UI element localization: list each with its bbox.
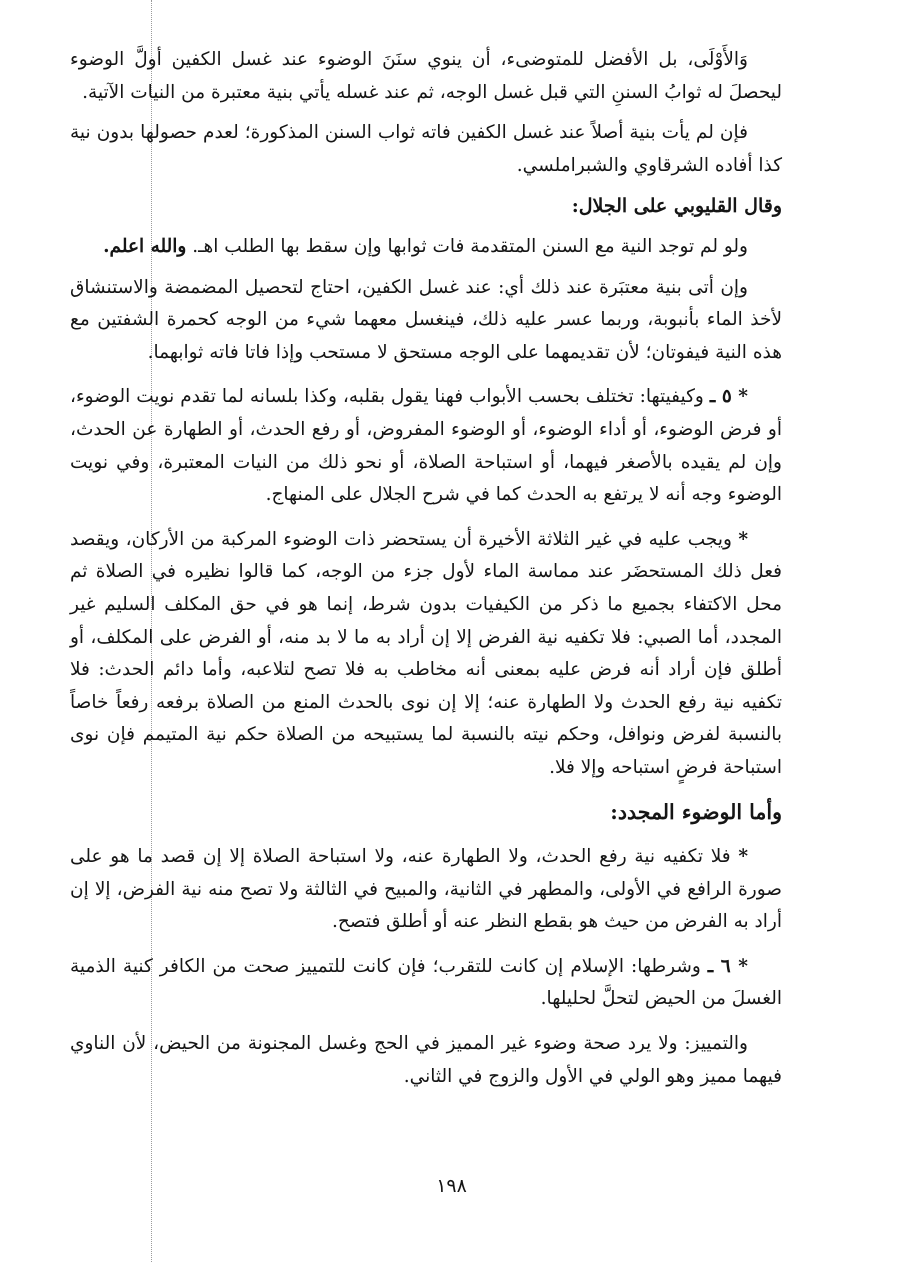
- allahu-alam: والله اعلم.: [103, 235, 187, 257]
- paragraph-6: [70, 524, 782, 785]
- paragraph-7-text: فلا تكفيه نية رفع الحدث، ولا الطهارة عنه، ولا استباحة الصلاة إلا إن قصد ما هو على صورة الرافع في الأولى، والمطهر في الثانية، والمبيح في الثالثة ولا تصح منه نية الفرض، إلا إن أراد به الفرض من حيث هو بقطع النظر عنه أو أطلق فتصح.: [70, 846, 782, 933]
- paragraph-7: [70, 841, 782, 939]
- paragraph-3: [70, 231, 782, 264]
- item-marker-star-2: *: [738, 846, 748, 868]
- page-body: [70, 44, 782, 1093]
- heading-qalyubi: وقال القليوبي على الجلال:: [571, 195, 782, 218]
- paragraph-3-text: ولو لم توجد النية مع السنن المتقدمة فات ثوابها وإن سقط بها الطلب اهـ.: [192, 235, 748, 257]
- paragraph-8: [70, 951, 782, 1016]
- paragraph-5: [70, 381, 782, 511]
- paragraph-8-text: وشرطها: الإسلام إن كانت للتقرب؛ فإن كانت للتمييز صحت من الكافر كنية الذمية الغسلَ من الحيض لتحلَّ لحليلها.: [70, 955, 782, 1010]
- page-number: ١٩٨: [436, 1175, 467, 1197]
- item-marker-5: * ٥ ـ: [709, 386, 748, 408]
- paragraph-1: وَالأَوْلَى، بل الأفضل للمتوضىء، أن ينوي سنَنَ الوضوء عند غسل الكفين أولَّ الوضوء ليحصلَ له ثوابُ السننِ التي قبل غسل الوجه، ثم عند غسله يأتي بنية معتبرة من النيات الآتية.: [70, 49, 782, 103]
- paragraph-5-text: وكيفيتها: تختلف بحسب الأبواب فهنا يقول بقلبه، وكذا بلسانه لما تقدم نويت الوضوء، أو فرض الوضوء، أو أداء الوضوء، أو الوضوء المفروض، أو رفع الحدث، أو الطهارة عن الحدث، وإن لم يقيده بالأصغر فيهما، أو استباحة الصلاة، أو نحو ذلك من النيات المعتبرة، وفي نويت الوضوء وجه أنه لا يرتفع به الحدث كما في شرح الجلال على المنهاج.: [70, 386, 782, 506]
- heading-mujaddad: وأما الوضوء المجدد:: [610, 800, 782, 825]
- item-marker-star: *: [738, 528, 748, 550]
- item-marker-6: * ٦ ـ: [707, 955, 748, 977]
- paragraph-4: وإن أتى بنية معتبَرة عند ذلك أي: عند غسل الكفين، احتاج لتحصيل المضمضة والاستنشاق لأخذ الماء بأنبوبة، وربما عسر عليه ذلك، فينغسل معهما شيء من الوجه كحمرة الشفتين مع هذه النية فيفوتان؛ لأن تقديمهما على الوجه مستحق لا مستحب وإذا فاتا فاته ثوابهما.: [70, 276, 782, 363]
- paragraph-9: والتمييز: ولا يرد صحة وضوء غير المميز في الحج وغسل المجنونة من الحيض، لأن الناوي فيهما مميز وهو الولي في الأول والزوج في الثاني.: [70, 1033, 782, 1087]
- paragraph-2: فإن لم يأت بنية أصلاً عند غسل الكفين فاته ثواب السنن المذكورة؛ لعدم حصولها بدون نية كذا أفاده الشرقاوي والشبراملسي.: [70, 122, 782, 176]
- paragraph-6-text: ويجب عليه في غير الثلاثة الأخيرة أن يستحضر ذات الوضوء المركبة من الأركان، ويقصد فعل ذلك المستحضَر عند مماسة الماء لأول جزء من الوجه، كما قالوا نظيره في الصلاة ثم محل الاكتفاء بجميع ما ذكر من الكيفيات بدون شرط، إنما هو في حق المكلف السليم غير المجدد، أما الصبي: فلا تكفيه نية الفرض إلا إن أراد به ما لا بد منه، أو الفرض على المكلف، أو أطلق فإن أراد أنه فرض عليه بمعنى أنه مخاطب به فلا تصح لتلاعبه، وأما دائم الحدث: فلا تكفيه نية رفع الحدث ولا الطهارة عنه؛ إلا إن نوى بالحدث المنع من الصلاة برفعه رفعاً خاصاً بالنسبة لفرض ونوافل، وحكم نيته بالنسبة لما يستبيحه من الصلاة حكم نية المتيمم فإن نوى استباحة فرضٍ استباحه وإلا فلا.: [70, 528, 782, 778]
